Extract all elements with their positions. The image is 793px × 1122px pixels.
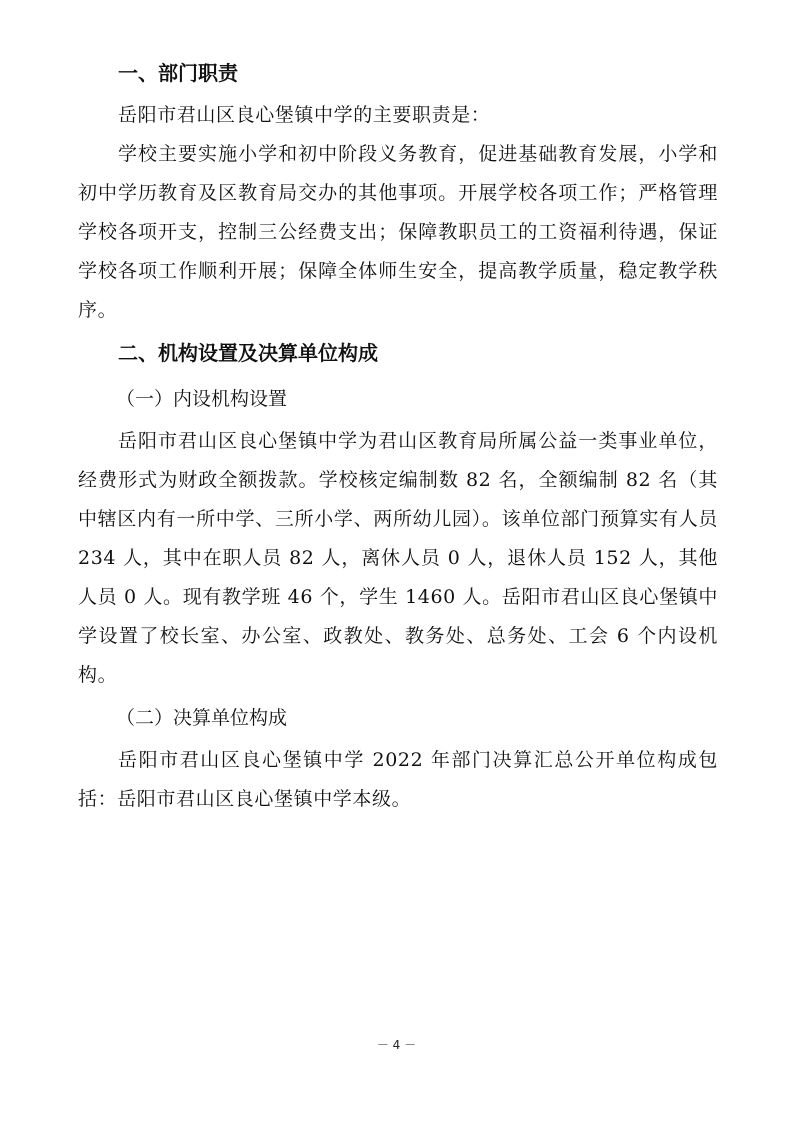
subheading-internal-setup: （一）内设机构设置 [116,388,288,410]
paragraph-duties-detail: 学校主要实施小学和初中阶段义务教育，促进基础教育发展，小学和初中学历教育及区教育局交办的其他事项。开展学校各项工作；严格管理学校各项开支，控制三公经费支出；保障教职员工的工资福利待遇，保证学校各项工作顺利开展；保障全体师生安全，提高教学质量，稳定教学秩序。 [78,143,718,321]
section-heading-structure: 二、机构设置及决算单位构成 [118,341,378,365]
paragraph-duties-intro: 岳阳市君山区良心堡镇中学的主要职责是： [118,104,491,126]
page-content [78,50,718,819]
section-heading-duties: 一、部门职责 [118,61,238,85]
paragraph-unit-composition: 岳阳市君山区良心堡镇中学 2022 年部门决算汇总公开单位构成包括：岳阳市君山区良心堡镇中学本级。 [78,749,718,810]
paragraph-internal-setup: 岳阳市君山区良心堡镇中学为君山区教育局所属公益一类事业单位，经费形式为财政全额拨款。学校核定编制数 82 名，全额编制 82 名（其中辖区内有一所中学、三所小学、两所幼儿园）。该单位部门预算实有人员 234 人，其中在职人员 82 人，离休人员 0 人，退休人员 152 人，其他人员 0 人。现有教学班 46 个，学生 1460 人。岳阳市君山区良心堡镇中学设置了校长室、办公室、政教处、教务处、总务处、工会 6 个内设机构。 [78,430,718,686]
page-number: － 4 － [376,1038,417,1052]
subheading-unit-composition: （二）决算单位构成 [116,707,288,729]
